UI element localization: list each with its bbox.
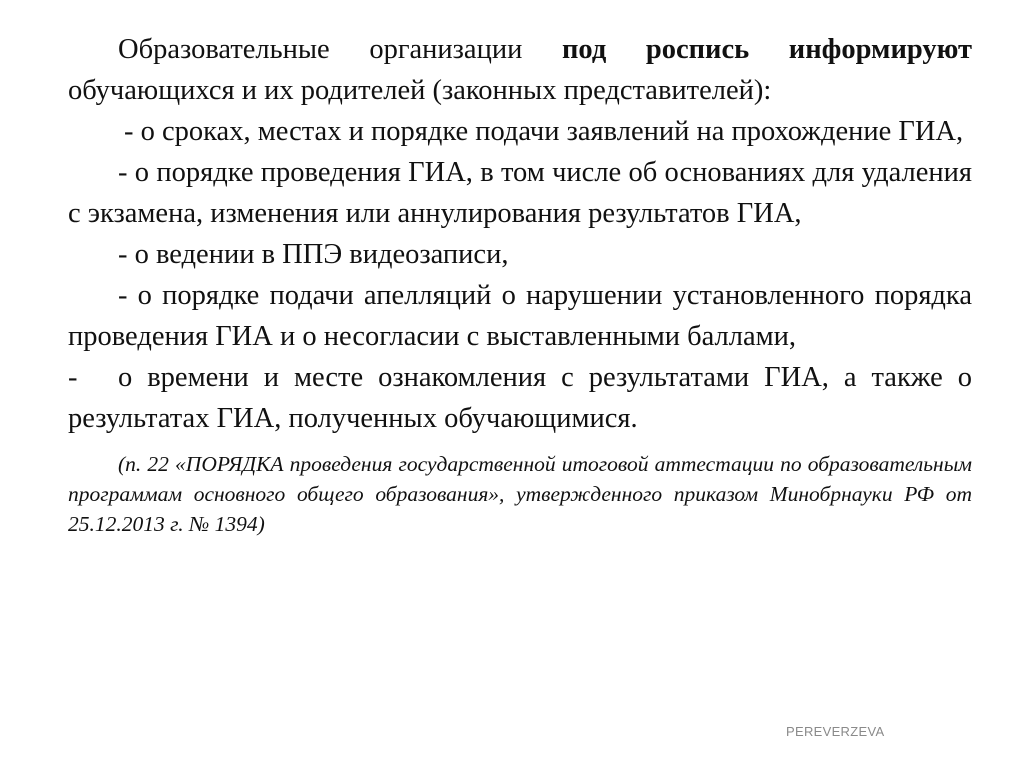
reference-note: (п. 22 «ПОРЯДКА проведения государственной итоговой аттестации по образовательным программам основного общего образования», утвержденного приказом Минобрнауки РФ от 25.12.2013 г. № 1394) <box>68 452 972 536</box>
intro-paragraph <box>68 29 972 111</box>
intro-rest: обучающихся и их родителей (законных представителей): <box>68 75 772 106</box>
list-item: - о сроках, местах и порядке подачи заявлений на прохождение ГИА, <box>124 116 964 147</box>
slide-body <box>68 29 972 539</box>
list-item-last-text: о времени и месте ознакомления с результатами ГИА, а также о результатах ГИА, полученных обучающимися. <box>68 362 972 434</box>
list-item-dash: - <box>68 362 78 393</box>
list-item-last <box>68 357 972 439</box>
intro-lead: Образовательные организации <box>118 34 562 65</box>
intro-bold-phrase: под роспись информируют <box>561 34 972 65</box>
list-item: - о ведении в ППЭ видеозаписи, <box>118 239 509 270</box>
list-item: - о порядке проведения ГИА, в том числе об основаниях для удаления с экзамена, изменения или аннулирования результатов ГИА, <box>68 157 972 229</box>
author-footer: PEREVERZEVA <box>786 724 885 739</box>
list-item: - о порядке подачи апелляций о нарушении установленного порядка проведения ГИА и о несогласии с выставленными баллами, <box>68 280 972 352</box>
